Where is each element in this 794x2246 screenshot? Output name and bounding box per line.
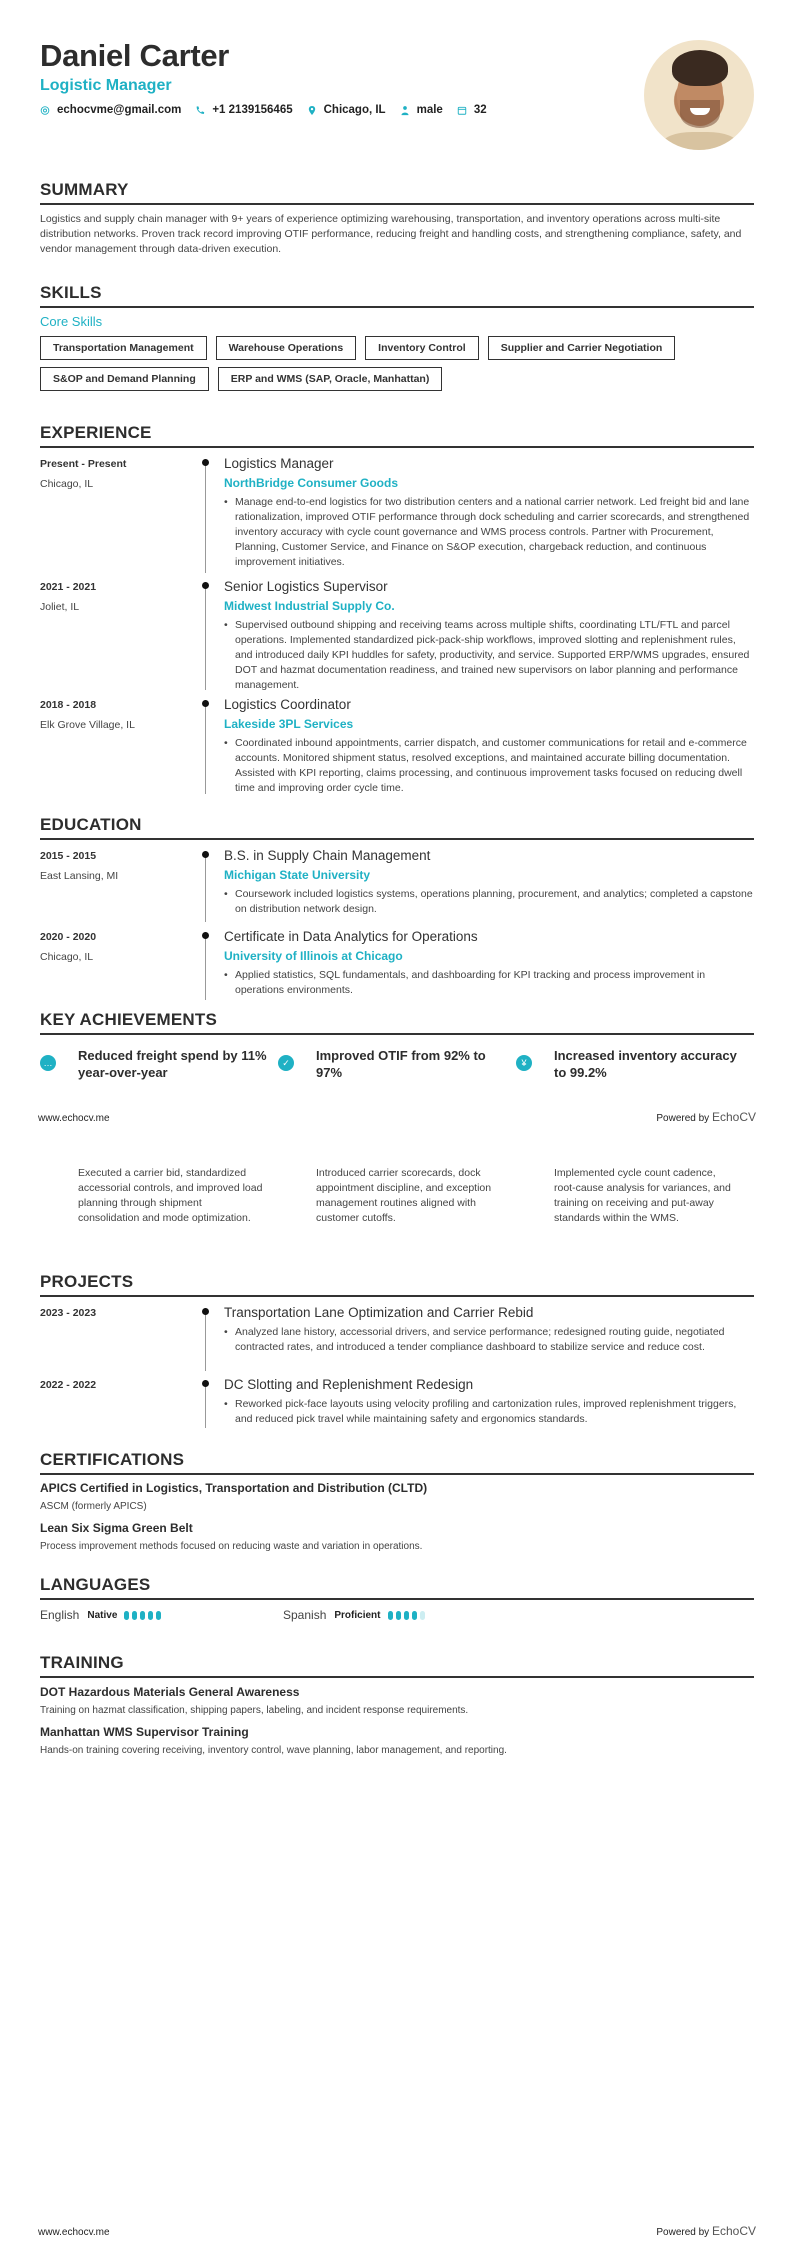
skills-section [40, 283, 754, 398]
achievement-description: Introduced carrier scorecards, dock appointment discipline, and exception management routines aligned with customer cutoffs. [316, 1167, 492, 1224]
page-footer [38, 1110, 756, 1124]
section-divider [40, 1033, 754, 1035]
entry-date: 2018 - 2018 [40, 699, 97, 711]
map-pin-icon [307, 104, 317, 116]
section-divider [40, 838, 754, 840]
languages-section [40, 1575, 754, 1622]
achievement-label: Increased inventory accuracy to 99.2% [554, 1048, 737, 1080]
achievement-descriptions [40, 1166, 754, 1226]
summary-text: Logistics and supply chain manager with 9+ years of experience optimizing warehousing, transportation, and inventory operations across multi-site distribution networks. Proven track record improving OTIF performance, reducing freight and handling costs, and strengthening compliance, safety, and vendor management through data-driven execution. [40, 213, 742, 255]
footer-brand[interactable]: EchoCV [711, 2224, 756, 2238]
certifications-heading: CERTIFICATIONS [40, 1450, 185, 1469]
projects-section [40, 1272, 754, 1428]
skill-group-title: Core Skills [40, 314, 103, 329]
phone-icon [195, 104, 205, 116]
section-divider [40, 306, 754, 308]
entry-location: Joliet, IL [40, 601, 80, 613]
entry-role: Logistics Manager [224, 456, 334, 471]
language-name: English [40, 1608, 80, 1622]
certification-item [40, 1520, 754, 1554]
project-name: DC Slotting and Replenishment Redesign [224, 1377, 474, 1392]
timeline-dot [202, 851, 209, 858]
timeline-dot [202, 1308, 209, 1315]
certification-name: Lean Six Sigma Green Belt [40, 1521, 193, 1535]
calendar-icon [457, 104, 467, 116]
training-description: Hands-on training covering receiving, inventory control, wave planning, labor management, and reporting. [40, 1745, 507, 1756]
experience-entry [40, 578, 754, 690]
timeline-rail [205, 459, 206, 573]
footer-powered-label: Powered by [656, 1113, 710, 1124]
page-footer [38, 2224, 756, 2238]
entry-location: East Lansing, MI [40, 870, 119, 882]
experience-entry [40, 696, 754, 794]
section-divider [40, 203, 754, 205]
entry-degree: B.S. in Supply Chain Management [224, 848, 431, 863]
contact-phone[interactable] [195, 104, 292, 116]
achievements-section [40, 1010, 754, 1081]
timeline-rail [205, 851, 206, 922]
timeline-rail [205, 700, 206, 794]
achievement-label: Improved OTIF from 92% to 97% [316, 1048, 486, 1080]
entry-location: Chicago, IL [40, 951, 94, 963]
contact-email[interactable] [40, 104, 181, 116]
language-list [40, 1608, 754, 1622]
summary-heading: SUMMARY [40, 180, 129, 199]
entry-date: 2022 - 2022 [40, 1379, 97, 1391]
yen-icon: ¥ [516, 1055, 532, 1071]
entry-date: Present - Present [40, 458, 127, 470]
contact-email-text: echocvme@gmail.com [57, 104, 182, 116]
language-item [40, 1608, 283, 1622]
profile-photo [644, 40, 754, 150]
entry-description: • Manage end-to-end logistics for two distribution centers and a national carrier network. Led freight bid and lane rationalization, improved OTIF performance through dock scheduling and carrier scorecards, and strengthened inventory accuracy with cycle count governance and WMS process controls. Partner with Procurement, Planning, Customer Service, and Finance on S&OP execution, chargeback reduction, and continuous improvement initiatives. [224, 495, 754, 570]
check-circle-icon: ✓ [278, 1055, 294, 1071]
contact-phone-text: +1 2139156465 [212, 104, 293, 116]
skill-chip: ERP and WMS (SAP, Oracle, Manhattan) [218, 367, 443, 391]
at-icon [40, 104, 50, 116]
entry-role: Senior Logistics Supervisor [224, 579, 388, 594]
certification-description: Process improvement methods focused on reducing waste and variation in operations. [40, 1541, 423, 1552]
project-description: • Reworked pick-face layouts using velocity profiling and cartonization rules, improved replenishment triggers, and reduced pick travel while maintaining safety and ergonomics standards. [224, 1397, 754, 1427]
education-entry [40, 928, 754, 1000]
training-name: Manhattan WMS Supervisor Training [40, 1725, 249, 1739]
certification-name: APICS Certified in Logistics, Transportation and Distribution (CLTD) [40, 1481, 428, 1495]
language-level: Proficient [334, 1609, 381, 1621]
achievement-item [278, 1047, 516, 1081]
footer-site-link[interactable]: www.echocv.me [38, 2227, 110, 2238]
language-rating [124, 1611, 164, 1620]
entry-date: 2015 - 2015 [40, 850, 97, 862]
achievement-description: Executed a carrier bid, standardized accessorial controls, and improved load planning through shipment consolidation and mode optimization. [78, 1167, 263, 1224]
experience-entry [40, 455, 754, 573]
certification-issuer: ASCM (formerly APICS) [40, 1501, 147, 1512]
training-item [40, 1684, 754, 1718]
footer-brand[interactable]: EchoCV [711, 1110, 756, 1124]
person-icon [400, 104, 410, 116]
summary-section [40, 180, 754, 257]
contact-location [307, 104, 386, 116]
entry-date: 2020 - 2020 [40, 931, 97, 943]
skill-chip: Inventory Control [365, 336, 479, 360]
contact-location-text: Chicago, IL [323, 104, 386, 116]
footer-powered [656, 2224, 756, 2238]
timeline-rail [205, 932, 206, 1000]
education-heading: EDUCATION [40, 815, 142, 834]
skill-chip: Supplier and Carrier Negotiation [488, 336, 676, 360]
entry-location: Chicago, IL [40, 478, 94, 490]
timeline-dot [202, 1380, 209, 1387]
entry-description: • Applied statistics, SQL fundamentals, and dashboarding for KPI tracking and process improvement in operations environments. [224, 968, 754, 998]
timeline-dot [202, 700, 209, 707]
entry-company: Midwest Industrial Supply Co. [224, 599, 395, 613]
entry-description: • Supervised outbound shipping and receiving teams across multiple shifts, coordinating LTL/FTL and parcel operations. Implemented standardized pick-pack-ship workflows, improved slotting and replenishment rules, and introduced daily KPI huddles for safety, productivity, and service. Supported ERP/WMS upgrades, ensured DOT and hazmat documentation readiness, and trained new supervisors on labor planning and performance management. [224, 618, 754, 693]
section-divider [40, 1598, 754, 1600]
timeline-dot [202, 459, 209, 466]
training-description: Training on hazmat classification, shipping papers, labeling, and incident response requirements. [40, 1705, 469, 1716]
entry-company: NorthBridge Consumer Goods [224, 476, 399, 490]
section-divider [40, 1473, 754, 1475]
footer-powered-label: Powered by [656, 2227, 710, 2238]
skill-chip: S&OP and Demand Planning [40, 367, 209, 391]
timeline-rail [205, 1380, 206, 1428]
contact-gender [400, 104, 443, 116]
timeline-rail [205, 1308, 206, 1371]
entry-description: • Coursework included logistics systems, operations planning, procurement, and analytics; completed a capstone on distribution network design. [224, 887, 754, 917]
skill-chips [40, 336, 754, 398]
achievement-item [516, 1047, 754, 1081]
project-name: Transportation Lane Optimization and Carrier Rebid [224, 1305, 534, 1320]
training-item [40, 1724, 754, 1758]
language-name: Spanish [283, 1608, 327, 1622]
skill-chip: Warehouse Operations [216, 336, 357, 360]
language-rating [388, 1611, 428, 1620]
timeline-dot [202, 582, 209, 589]
certification-item [40, 1480, 754, 1514]
training-name: DOT Hazardous Materials General Awareness [40, 1685, 300, 1699]
achievement-description: Implemented cycle count cadence, root-cause analysis for variances, and training on receiving and put-away standards within the WMS. [554, 1167, 731, 1224]
entry-degree: Certificate in Data Analytics for Operations [224, 929, 478, 944]
contact-age-text: 32 [473, 104, 487, 116]
experience-section [40, 423, 754, 794]
footer-powered [656, 1110, 756, 1124]
entry-role: Logistics Coordinator [224, 697, 351, 712]
certifications-section [40, 1450, 754, 1554]
timeline-rail [205, 582, 206, 690]
entry-company: Lakeside 3PL Services [224, 717, 354, 731]
entry-date: 2023 - 2023 [40, 1307, 97, 1319]
section-divider [40, 1295, 754, 1297]
skills-heading: SKILLS [40, 283, 102, 302]
achievement-item [40, 1047, 278, 1081]
experience-heading: EXPERIENCE [40, 423, 152, 442]
languages-heading: LANGUAGES [40, 1575, 151, 1594]
entry-description: • Coordinated inbound appointments, carrier dispatch, and customer communications for retail and e-commerce accounts. Monitored shipment status, resolved exceptions, and maintained accurate billing documentation. Assisted with KPI reporting, claims processing, and continuous improvement tasks focused on reducing dwell time and improving order cycle time. [224, 736, 754, 796]
education-entry [40, 847, 754, 922]
achievement-list [40, 1047, 754, 1081]
section-divider [40, 1676, 754, 1678]
skill-chip: Transportation Management [40, 336, 207, 360]
project-entry [40, 1304, 754, 1371]
projects-heading: PROJECTS [40, 1272, 134, 1291]
project-entry [40, 1376, 754, 1428]
candidate-name: Daniel Carter [40, 38, 230, 73]
contact-age [457, 104, 487, 116]
language-level: Native [87, 1609, 118, 1621]
entry-date: 2021 - 2021 [40, 581, 97, 593]
training-section [40, 1653, 754, 1758]
contact-gender-text: male [416, 104, 443, 116]
achievements-heading: KEY ACHIEVEMENTS [40, 1010, 218, 1029]
section-divider [40, 446, 754, 448]
timeline-dot [202, 932, 209, 939]
chat-bubble-icon: … [40, 1055, 56, 1071]
resume-header [40, 38, 754, 158]
entry-school: University of Illinois at Chicago [224, 949, 403, 963]
training-heading: TRAINING [40, 1653, 124, 1672]
language-item [283, 1608, 526, 1622]
project-description: • Analyzed lane history, accessorial drivers, and service performance; redesigned routing guide, negotiated contracted rates, and introduced a tender compliance dashboard to stabilize service and reduce cost. [224, 1325, 754, 1355]
education-section [40, 815, 754, 1000]
entry-location: Elk Grove Village, IL [40, 719, 135, 731]
entry-school: Michigan State University [224, 868, 371, 882]
achievement-label: Reduced freight spend by 11% year-over-year [78, 1048, 267, 1080]
candidate-title: Logistic Manager [40, 77, 172, 94]
footer-site-link[interactable]: www.echocv.me [38, 1113, 110, 1124]
